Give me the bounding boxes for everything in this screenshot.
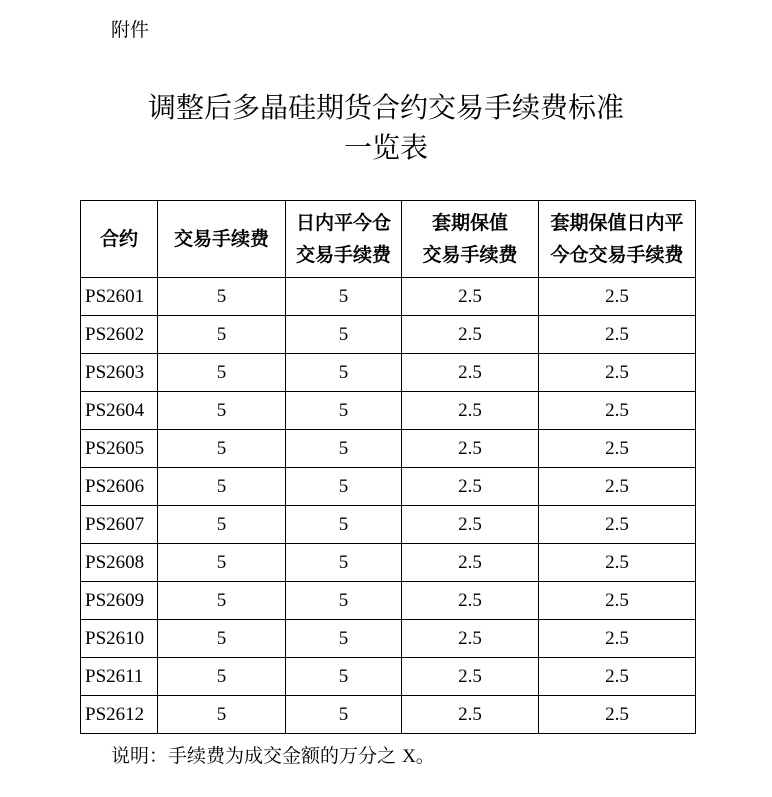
intraday-fee-cell: 5 — [286, 544, 402, 582]
fee-cell: 5 — [158, 658, 286, 696]
fee-cell: 5 — [158, 468, 286, 506]
table-row — [81, 658, 696, 696]
table-row — [81, 354, 696, 392]
hedge-intraday-fee-cell: 2.5 — [539, 582, 696, 620]
contract-cell: PS2604 — [81, 392, 158, 430]
table-row — [81, 468, 696, 506]
contract-cell: PS2602 — [81, 316, 158, 354]
footnote: 说明：手续费为成交金额的万分之 X。 — [111, 745, 435, 767]
hedge-fee-cell: 2.5 — [402, 278, 539, 316]
fee-cell: 5 — [158, 544, 286, 582]
contract-cell: PS2610 — [81, 620, 158, 658]
intraday-fee-cell: 5 — [286, 468, 402, 506]
hedge-fee-cell: 2.5 — [402, 544, 539, 582]
intraday-fee-cell: 5 — [286, 278, 402, 316]
table-row — [81, 316, 696, 354]
hedge-fee-cell: 2.5 — [402, 696, 539, 734]
contract-cell: PS2611 — [81, 658, 158, 696]
title-line-1: 调整后多晶硅期货合约交易手续费标准 — [147, 91, 624, 124]
hedge-fee-cell: 2.5 — [402, 392, 539, 430]
contract-cell: PS2606 — [81, 468, 158, 506]
contract-cell: PS2608 — [81, 544, 158, 582]
fee-cell: 5 — [158, 582, 286, 620]
hedge-fee-cell: 2.5 — [402, 620, 539, 658]
hedge-fee-cell: 2.5 — [402, 354, 539, 392]
hedge-intraday-fee-cell: 2.5 — [539, 696, 696, 734]
intraday-fee-cell: 5 — [286, 392, 402, 430]
contract-cell: PS2609 — [81, 582, 158, 620]
intraday-fee-cell: 5 — [286, 506, 402, 544]
fee-cell: 5 — [158, 392, 286, 430]
hedge-fee-cell: 2.5 — [402, 582, 539, 620]
table-body — [81, 278, 696, 734]
table-row — [81, 582, 696, 620]
intraday-fee-cell: 5 — [286, 696, 402, 734]
hedge-intraday-fee-cell: 2.5 — [539, 544, 696, 582]
title-line-2: 一览表 — [343, 131, 428, 164]
header-contract: 合约 — [81, 201, 158, 278]
hedge-intraday-fee-cell: 2.5 — [539, 468, 696, 506]
page-title — [0, 88, 772, 168]
fee-cell: 5 — [158, 430, 286, 468]
contract-cell: PS2601 — [81, 278, 158, 316]
header-hedge-fee: 套期保值 交易手续费 — [402, 201, 539, 278]
hedge-intraday-fee-cell: 2.5 — [539, 278, 696, 316]
header-row — [81, 201, 696, 278]
hedge-fee-cell: 2.5 — [402, 658, 539, 696]
fee-cell: 5 — [158, 696, 286, 734]
intraday-fee-cell: 5 — [286, 316, 402, 354]
contract-cell: PS2605 — [81, 430, 158, 468]
table-row — [81, 544, 696, 582]
table-row — [81, 430, 696, 468]
contract-cell: PS2607 — [81, 506, 158, 544]
header-hedge-intraday-fee: 套期保值日内平 今仓交易手续费 — [539, 201, 696, 278]
header-intraday-fee: 日内平今仓 交易手续费 — [286, 201, 402, 278]
table-row — [81, 506, 696, 544]
table-row — [81, 620, 696, 658]
fee-cell: 5 — [158, 316, 286, 354]
hedge-intraday-fee-cell: 2.5 — [539, 620, 696, 658]
fee-cell: 5 — [158, 278, 286, 316]
header-fee: 交易手续费 — [158, 201, 286, 278]
hedge-intraday-fee-cell: 2.5 — [539, 316, 696, 354]
intraday-fee-cell: 5 — [286, 620, 402, 658]
intraday-fee-cell: 5 — [286, 430, 402, 468]
hedge-fee-cell: 2.5 — [402, 430, 539, 468]
hedge-intraday-fee-cell: 2.5 — [539, 392, 696, 430]
hedge-intraday-fee-cell: 2.5 — [539, 658, 696, 696]
hedge-fee-cell: 2.5 — [402, 316, 539, 354]
attachment-label: 附件 — [111, 19, 150, 41]
hedge-fee-cell: 2.5 — [402, 468, 539, 506]
fee-table — [80, 200, 696, 734]
hedge-intraday-fee-cell: 2.5 — [539, 506, 696, 544]
intraday-fee-cell: 5 — [286, 582, 402, 620]
table-row — [81, 278, 696, 316]
fee-cell: 5 — [158, 354, 286, 392]
hedge-intraday-fee-cell: 2.5 — [539, 430, 696, 468]
contract-cell: PS2603 — [81, 354, 158, 392]
table-row — [81, 696, 696, 734]
hedge-intraday-fee-cell: 2.5 — [539, 354, 696, 392]
fee-cell: 5 — [158, 620, 286, 658]
table-row — [81, 392, 696, 430]
contract-cell: PS2612 — [81, 696, 158, 734]
hedge-fee-cell: 2.5 — [402, 506, 539, 544]
fee-cell: 5 — [158, 506, 286, 544]
intraday-fee-cell: 5 — [286, 354, 402, 392]
intraday-fee-cell: 5 — [286, 658, 402, 696]
